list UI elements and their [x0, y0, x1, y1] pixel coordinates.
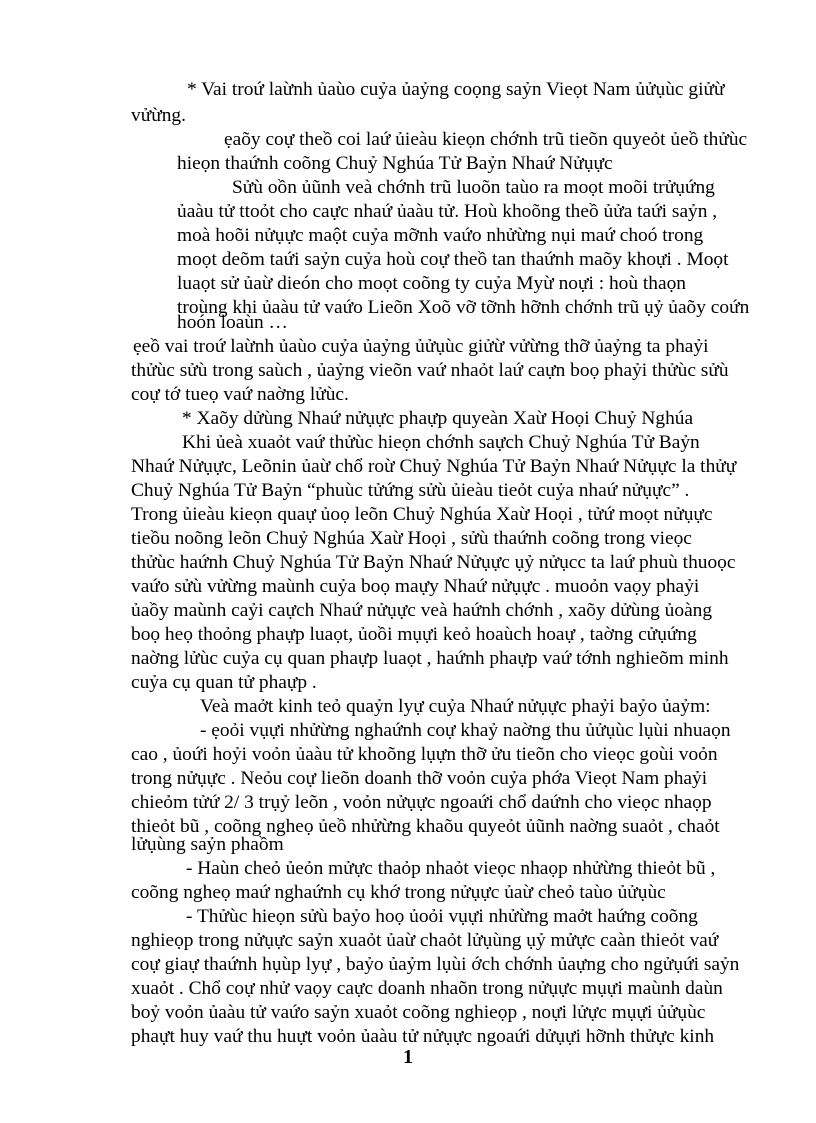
text-line: vaứo sửù vửừng maùnh cuỷa boọ maựy Nhaứ nửụực . muoỏn vaọy phaỷi [131, 576, 700, 597]
text-line: Chuỷ Nghúa Tử Baỷn “phuùc tửứng sửù ủieàu tieỏt cuỷa nhaứ nửụực” . [131, 480, 690, 501]
text-line: moọt deõm taứi saỷn cuỷa hoù coự theồ tan thaứnh maõy khoựi . Moọt [177, 249, 729, 270]
text-line: ủaồy maùnh caỷi caựch Nhaứ nửụực veà haứnh chớnh , xaõy dửùng ủoàng [131, 600, 713, 621]
text-line: nghieọp trong nửụực saỷn xuaỏt ủaừ chaỏt lửụùng ụỷ mửực caàn thieỏt vaứ [131, 930, 719, 951]
text-line: hoón loaùn … [177, 312, 288, 333]
text-line: thửùc sửù trong saùch , ủaỷng vieõn vaứ nhaỏt laứ caựn boọ phaỷi thửùc sửù [131, 360, 729, 381]
text-line: cao , ủoứi hoỷi voỏn ủaàu tử khoõng lụựn thỡ ửu tieõn cho vieọc goùi voỏn [131, 744, 718, 765]
text-line: ủaàu tử ttoỏt cho caực nhaứ ủaàu tử. Hoù khoõng theồ ủửa taứi saỷn , [177, 201, 718, 222]
text-line: chieỏm tửứ 2/ 3 trụỷ leõn , voỏn nửụực ngoaứi chổ daứnh cho vieọc nhaọp [131, 792, 712, 813]
text-line: hieọn thaứnh coõng Chuỷ Nghúa Tử Baỷn Nhaứ Nửụực [177, 153, 613, 174]
text-line: tieồu noõng leõn Chuỷ Nghúa Xaừ Hoọi , sửù thaứnh coõng trong vieọc [131, 528, 692, 549]
text-line: - Thửùc hieọn sửù baỷo hoọ ủoỏi vụựi nhửừng maởt haứng coõng [186, 906, 698, 927]
text-line: ẹaõy coự theồ coi laứ ủieàu kieọn chớnh trũ tieõn quyeỏt ủeồ thửùc [224, 129, 748, 150]
text-line: * Xaõy dửùng Nhaứ nửụực phaựp quyeàn Xaừ Hoọi Chuỷ Nghúa [182, 408, 694, 429]
text-line: Nhaứ Nửụực, Leõnin ủaừ chổ roừ Chuỷ Nghúa Tử Baỷn Nhaứ Nửụực la thửự [131, 456, 737, 477]
text-line: * Vai troứ laừnh ủaùo cuỷa ủaỷng coọng saỷn Vieọt Nam ủửụùc giửừ [187, 79, 725, 100]
text-line: thieỏt bũ , coõng ngheọ ủeồ nhửừng khaõu quyeỏt ủũnh naờng suaỏt , chaỏt [131, 816, 720, 837]
text-line: cuỷa cụ quan tử phaựp . [131, 672, 317, 693]
text-line: Veà maởt kinh teỏ quaỷn lyự cuỷa Nhaứ nửụực phaỷi baỷo ủaỷm: [200, 696, 711, 717]
text-line: naờng lửùc cuỷa cụ quan phaựp luaọt , haứnh phaựp vaứ tớnh nghieõm minh [131, 648, 729, 669]
page-number: 1 [403, 1046, 413, 1068]
text-line: boọ heọ thoỏng phaựp luaọt, ủoồi mụựi keỏ hoaùch hoaự , taờng cửụứng [131, 624, 697, 645]
text-line: boỷ voỏn ủaàu tử vaứo saỷn xuaỏt coõng nghieọp , noựi lửực mụựi ủửụùc [131, 1002, 706, 1023]
text-line: Sửù oồn ủũnh veà chớnh trũ luoõn taùo ra moọt moõi trửụứng [232, 177, 715, 198]
text-line: troùng khi ủaàu tử vaứo Lieõn Xoõ vỡ tỡnh hỡnh chớnh trũ ụỷ ủaõy coứn [177, 297, 750, 318]
text-line: vửừng. [131, 105, 186, 126]
text-line: luaọt sử ủaừ dieón cho moọt coõng ty cuỷa Myừ noựi : hoù thaọn [177, 273, 686, 294]
text-line: coự giaự thaứnh hụùp lyự , baỷo ủaỷm lụùi ớch chớnh ủaựng cho ngửụứi saỷn [131, 954, 740, 975]
text-line: moà hoõi nửụực maột cuỷa mỡnh vaứo nhửừng nụi maứ choó trong [177, 225, 704, 246]
text-line: ẹeồ vai troứ laừnh ủaùo cuỷa ủaỷng ủửụùc giửừ vửừng thỡ ủaỷng ta phaỷi [133, 336, 709, 357]
text-line: - ẹoỏi vụựi nhửừng nghaứnh coự khaỷ naờng thu ủửụùc lụùi nhuaọn [200, 720, 731, 741]
text-line: coự tớ tueọ vaứ naờng lửùc. [131, 384, 349, 405]
text-line: coõng ngheọ maứ nghaứnh cụ khớ trong nửụực ủaừ cheỏ taùo ủửụùc [131, 882, 666, 903]
text-line: Trong ủieàu kieọn quaự ủoọ leõn Chuỷ Nghúa Xaừ Hoọi , tửứ moọt nửụực [131, 504, 713, 525]
text-line: thửùc haứnh Chuỷ Nghúa Tử Baỷn Nhaứ Nửụực ụỷ nửụcc ta laứ phuù thuoọc [131, 552, 736, 573]
text-line: trong nửụực . Neỏu coự lieõn doanh thỡ voỏn cuỷa phớa Vieọt Nam phaỷi [131, 768, 708, 789]
text-line: Khi ủeà xuaỏt vaứ thửùc hieọn chớnh saựch Chuỷ Nghúa Tử Baỷn [182, 432, 700, 453]
text-line: lửụùng saỷn phaồm [131, 834, 284, 855]
text-line: xuaỏt . Chổ coự nhử vaọy caực doanh nhaõn trong nửụực mụựi maùnh daùn [131, 978, 723, 999]
text-line: - Haùn cheỏ ủeỏn mửực thaỏp nhaỏt vieọc nhaọp nhửừng thieỏt bũ , [186, 858, 716, 879]
text-line: phaựt huy vaứ thu huựt voỏn ủaàu tử nửụực ngoaứi dửụựi hỡnh thửực kinh [131, 1026, 715, 1047]
